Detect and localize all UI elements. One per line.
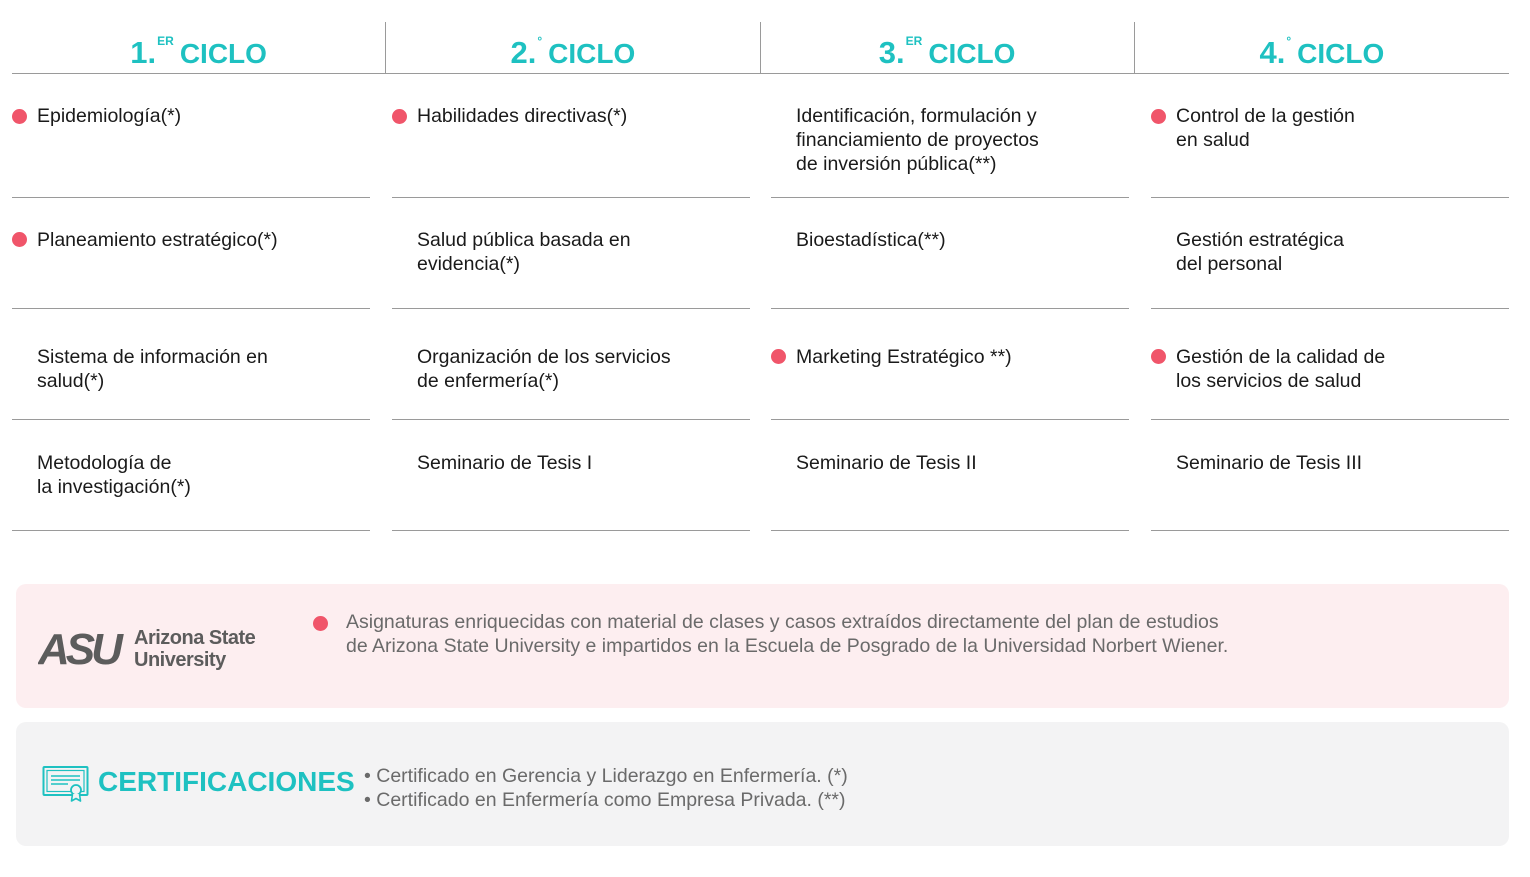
cycle-header-1: [12, 22, 386, 74]
cycle-column-3: [771, 74, 1129, 531]
course-cell: [1151, 198, 1509, 309]
cycle-column-1: [12, 74, 370, 531]
course-name: Sistema de información en salud(*): [37, 346, 268, 392]
cycle-suffix: °: [1286, 34, 1292, 48]
course-cell: [392, 74, 750, 198]
asu-note-text: [346, 610, 1346, 658]
cycle-suffix: ER: [905, 34, 923, 48]
course-cell: [1151, 420, 1509, 531]
cycle-number: 3.: [878, 35, 905, 70]
course-cell: [12, 74, 370, 198]
asu-logo-name-line1: Arizona State: [134, 627, 256, 649]
cycle-header-2: [386, 22, 760, 74]
course-name: Salud pública basada en evidencia(*): [417, 229, 631, 275]
asu-logo-name-line2: University: [134, 649, 226, 670]
course-name: Gestión de la calidad de los servicios de salud: [1176, 346, 1386, 392]
cycle-suffix: °: [537, 34, 543, 48]
asu-marker-dot: [12, 232, 27, 247]
asu-note-line2: de Arizona State University e impartidos en la Escuela de Posgrado de la Universidad Norbert Wiener.: [346, 635, 1229, 657]
cycle-word: CICLO: [928, 38, 1016, 69]
asu-marker-dot: [392, 109, 407, 124]
cycle-column-4: [1151, 74, 1509, 531]
course-name: Metodología de la investigación(*): [37, 452, 191, 498]
course-name: Seminario de Tesis I: [417, 452, 593, 474]
cycle-number: 4.: [1259, 35, 1286, 70]
course-cell: [1151, 309, 1509, 420]
course-cell: [392, 198, 750, 309]
asu-marker-dot: [771, 349, 786, 364]
course-name: Marketing Estratégico **): [796, 346, 1012, 368]
asu-marker-dot: [1151, 349, 1166, 364]
certifications-list: [364, 764, 848, 812]
course-name: Epidemiología(*): [37, 105, 182, 127]
certifications-panel: [16, 722, 1509, 846]
course-cell: [12, 420, 370, 531]
cycle-word: CICLO: [548, 38, 636, 69]
certification-item: • Certificado en Enfermería como Empresa Privada. (**): [364, 789, 846, 811]
asu-marker-dot: [12, 109, 27, 124]
course-cell: [12, 309, 370, 420]
course-cell: [392, 309, 750, 420]
course-name: Control de la gestión en salud: [1176, 105, 1355, 151]
cycle-number: 2.: [510, 35, 537, 70]
course-name: Organización de los servicios de enfermería(*): [417, 346, 671, 392]
curriculum-grid: [12, 22, 1509, 542]
asu-marker-dot: [1151, 109, 1166, 124]
course-cell: [771, 420, 1129, 531]
course-cell: [771, 74, 1129, 198]
cycle-headers: [12, 22, 1509, 74]
course-cell: [12, 198, 370, 309]
certification-item: • Certificado en Gerencia y Liderazgo en Enfermería. (*): [364, 765, 848, 787]
cycle-suffix: ER: [157, 34, 174, 48]
asu-logo-mark: ASU: [38, 625, 119, 670]
course-name: Planeamiento estratégico(*): [37, 229, 278, 251]
course-name: Seminario de Tesis III: [1176, 452, 1363, 474]
course-name: Bioestadística(**): [796, 229, 946, 251]
cycle-column-2: [392, 74, 750, 531]
asu-note-panel: [16, 584, 1509, 708]
cycle-header-3: [761, 22, 1135, 74]
certificate-icon: [42, 765, 90, 803]
asu-logo: [38, 624, 278, 670]
course-cell: [771, 198, 1129, 309]
course-name: Gestión estratégica del personal: [1176, 229, 1345, 275]
course-name: Habilidades directivas(*): [417, 105, 628, 127]
course-name: Seminario de Tesis II: [796, 452, 977, 474]
course-cell: [771, 309, 1129, 420]
course-cell: [392, 420, 750, 531]
course-name: Identificación, formulación y financiamiento de proyectos de inversión pública(**): [796, 105, 1039, 175]
certifications-title: CERTIFICACIONES: [98, 766, 355, 797]
asu-note-line1: Asignaturas enriquecidas con material de clases y casos extraídos directamente del plan de estudios: [346, 611, 1219, 633]
cycle-word: CICLO: [179, 38, 267, 69]
cycle-word: CICLO: [1297, 38, 1385, 69]
cycle-header-4: [1135, 22, 1509, 74]
asu-marker-dot: [313, 616, 328, 631]
course-cell: [1151, 74, 1509, 198]
cycle-number: 1.: [130, 35, 157, 70]
